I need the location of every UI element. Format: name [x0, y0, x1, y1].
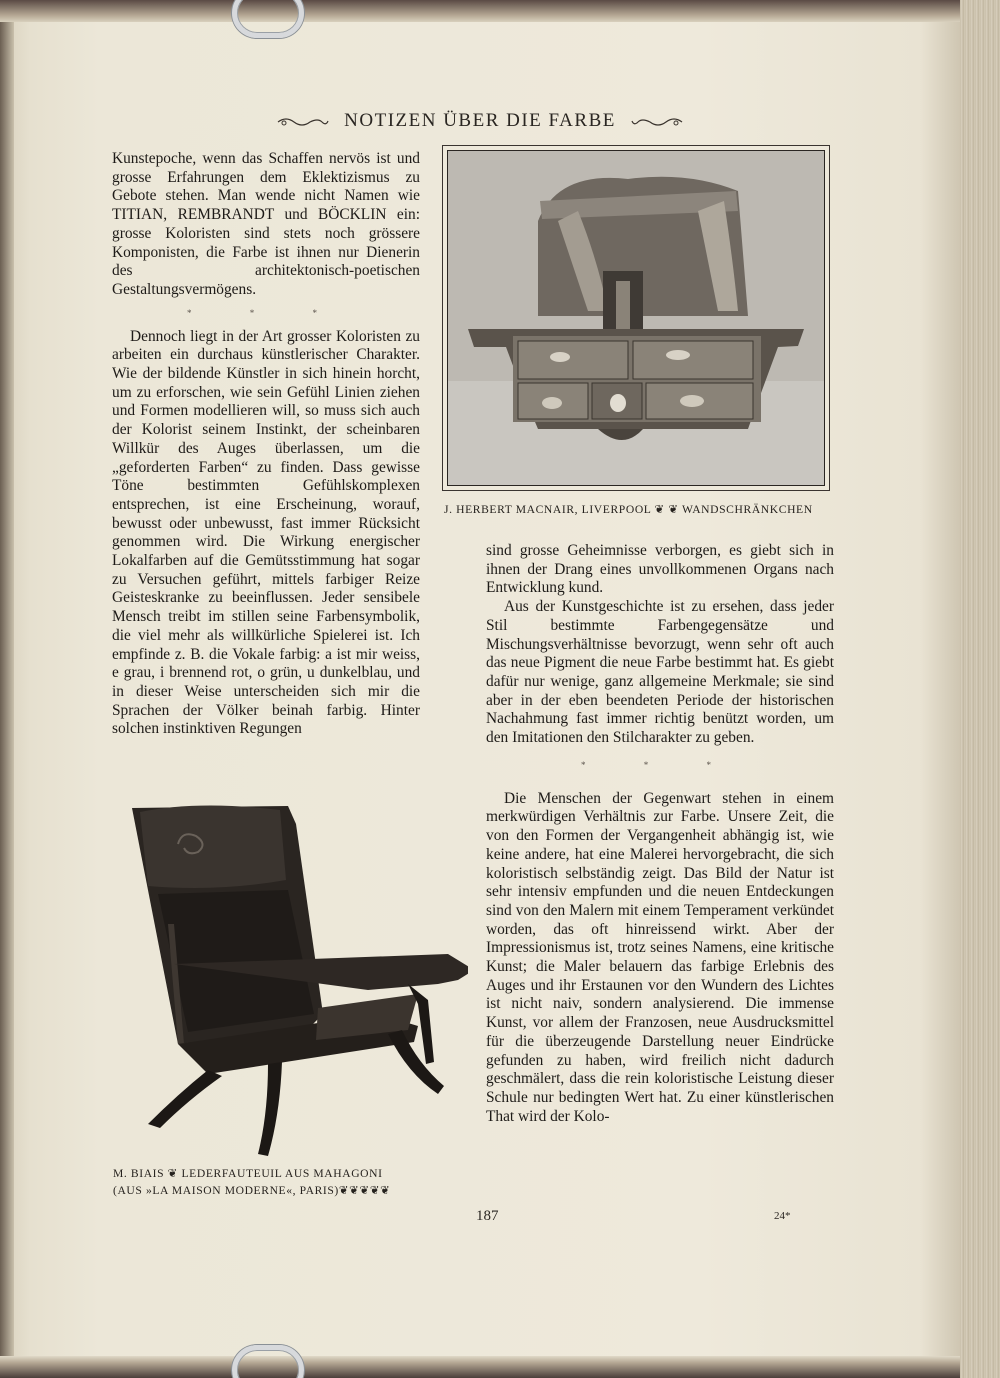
stacked-page-edges — [960, 0, 1000, 1378]
page-clip-top — [232, 0, 304, 38]
cabinet-illustration — [447, 150, 825, 486]
running-title: NOTIZEN ÜBER DIE FARBE — [344, 110, 616, 131]
top-page-edge — [0, 0, 1000, 22]
left-flourish-ornament — [276, 114, 330, 128]
chair-caption-line-1: M. BIAIS ❦ LEDERFAUTEUIL AUS MAHAGONI — [113, 1167, 383, 1180]
cabinet-caption: J. HERBERT MACNAIR, LIVERPOOL ❦ ❦ WANDSCHRÄNKCHEN — [444, 503, 813, 516]
left-column-text — [112, 150, 420, 739]
signature-mark: 24* — [774, 1210, 791, 1222]
chair-caption-line-2: (AUS »LA MAISON MODERNE«, PARIS)❦❦❦❦❦ — [113, 1184, 391, 1197]
right-flourish-ornament — [630, 114, 684, 128]
leather-armchair-image — [118, 794, 468, 1164]
page-number: 187 — [476, 1208, 499, 1224]
paragraph: Dennoch liegt in der Art grosser Koloristen zu arbeiten ein durchaus künstlerischer Charakter. Wie der bildende Künstler in sich hinein horcht, um zu erforschen, wie sein Gefühl Linien ziehen und Formen modellieren will, so muss sich auch der Kolorist seinem Instinkt, der scheinbaren Willkür des Auges überlassen, um die „geforderten Farben“ zu finden. Dass gewisse Töne bestimmten Gefühlskomplexen entsprechen, ist eine Erscheinung, worauf, bewusst oder unbewusst, fast immer Rücksicht genommen wird. Die Wirkung energischer Lokalfarben auf die Gemütsstimmung hat sogar zu Versuchen geführt, mittels farbiger Reize Geisteskranke zu beeinflussen. Jeder sensibele Mensch treibt im stillen seine Farbensymbolik, die viel mehr als willkürliche Spielerei ist. Ich empfinde z. B. die Vokale farbig: a ist mir weiss, e grau, i brennend rot, o grün, u dunkelblau, und in dieser Weise unterscheiden sich mir die Sprachen der Völker beinah farbig. Hinter solchen instinktiven Regungen — [112, 327, 420, 738]
binding-edge — [0, 0, 14, 1378]
running-head — [260, 108, 700, 134]
paragraph: Kunstepoche, wenn das Schaffen nervös ist und grosse Erfahrungen dem Eklektizismus zu Gebote stehen. Man wende nicht Namen wie TITIAN, REMBRANDT und BÖCKLIN ein: grosse Koloristen sind stets noch grössere Komponisten, die Farbe ist ihnen nur Dienerin des architektonisch-poetischen Gestaltungsvermögens. — [112, 150, 420, 298]
paragraph: Die Menschen der Gegenwart stehen in einem merkwürdigen Verhältnis zur Farbe. Unsere Zeit, die von den Formen der Vergangenheit abhängig ist, wie keine andere, hat eine Malerei hervorgebracht, die sich koloristisch selbständig zeigt. Das Bild der Natur ist sehr intensiv empfunden und die neuen Entdeckungen sind von den Malern mit einem Temperament verkündet worden, das oft hinreissend wirkt. Aber der Impressionismus ist, trotz seines Namens, eine kritische Kunst; die Maler belauern das farbige Erlebnis des Auges und ihr Erstaunen vor den Wundern des Lichtes ist nicht naiv, sondern analysierend. Die immense Kunst, vor allem der Franzosen, neue Ausdrucksmittel für die überzeugende Darstellung neuer Eindrücke gefunden zu haben, wird freilich nicht dadurch geschmälert, dass die rein koloristische Leistung dieser Schule nur bedingten Wert hat. Zu einer künstlerischen That wird der Kolo- — [486, 789, 834, 1125]
section-break-stars: * * * — [581, 759, 739, 770]
wall-cabinet-image — [448, 151, 824, 485]
section-break-stars: * * * — [187, 307, 345, 318]
paragraph: sind grosse Geheimnisse verborgen, es giebt sich in ihnen der Drang eines unvollkommenen Organs nach Entwicklung kund. — [486, 542, 834, 597]
bottom-page-edge — [0, 1356, 1000, 1378]
armchair-illustration — [118, 794, 468, 1164]
right-column-text — [486, 542, 834, 1126]
paragraph: Aus der Kunstgeschichte ist zu ersehen, dass jeder Stil bestimmte Farbengegensätze und Mischungsverhältnisse bevorzugt, wenn sehr oft auch das neue Pigment die neue Farbe bestimmt hat. Es giebt dafür nur wenige, ganz allgemeine Merkmale; sie sind aber in der eben beendeten Periode der historischen Nachahmung fast immer richtig benützt worden, um den Imitationen den Stilcharakter zu geben. — [486, 598, 834, 747]
page-clip-bottom — [232, 1345, 304, 1378]
